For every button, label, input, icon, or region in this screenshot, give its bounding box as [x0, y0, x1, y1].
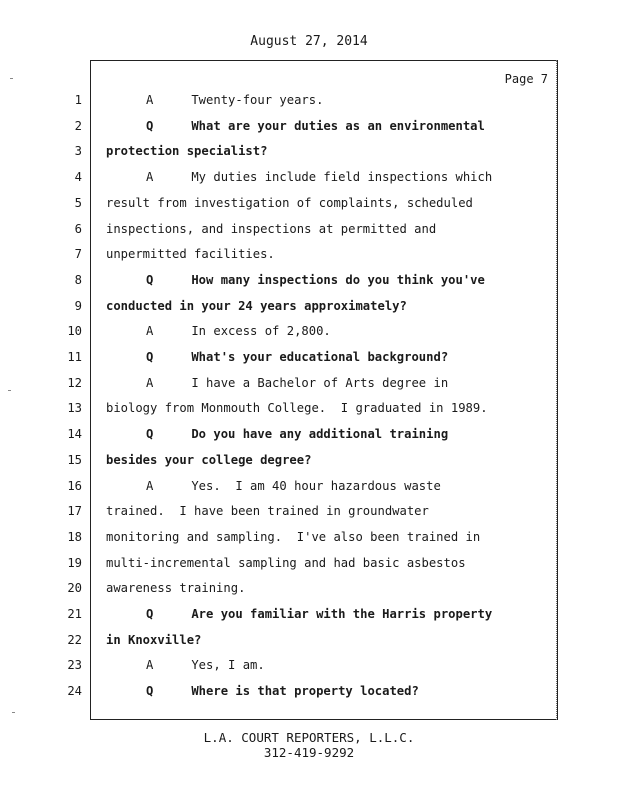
speaker-label: A: [146, 93, 154, 107]
continuation-line: [106, 448, 311, 474]
line-text: in Knoxville?: [106, 632, 202, 647]
scan-speck: [10, 78, 13, 79]
line-text: multi-incremental sampling and had basic asbestos: [106, 555, 466, 570]
transcript-line: [0, 139, 618, 165]
scan-speck: [12, 712, 15, 713]
transcript-line: [0, 88, 618, 114]
continuation-line: [106, 576, 245, 602]
line-text: inspections, and inspections at permitted and: [106, 221, 437, 236]
question-line: [146, 345, 448, 371]
line-text: Where is that property located?: [191, 684, 419, 699]
line-number: 2: [74, 118, 82, 133]
continuation-line: [106, 217, 436, 243]
transcript-line: [0, 396, 618, 422]
transcript-line: [0, 422, 618, 448]
line-number: 12: [67, 375, 82, 390]
continuation-line: [106, 294, 407, 320]
speaker-label: Q: [146, 684, 154, 699]
transcript-line: [0, 371, 618, 397]
continuation-line: [106, 139, 267, 165]
transcript-line: [0, 268, 618, 294]
line-number: 5: [74, 195, 82, 210]
line-number: 17: [67, 504, 82, 519]
transcript-line: [0, 551, 618, 577]
transcript-line: [0, 319, 618, 345]
speaker-label: A: [146, 478, 154, 493]
line-number: 23: [67, 658, 82, 673]
question-line: [146, 679, 419, 705]
continuation-line: [106, 525, 480, 551]
transcript-line: [0, 576, 618, 602]
line-number: 1: [74, 93, 82, 107]
line-text: What are your duties as an environmental: [191, 118, 485, 133]
answer-line: [146, 319, 331, 345]
line-number: 21: [67, 607, 82, 621]
answer-line: [146, 165, 492, 191]
line-text: besides your college degree?: [106, 452, 312, 467]
continuation-line: [106, 396, 488, 422]
line-number: 14: [67, 427, 82, 442]
court-reporter-name: L.A. COURT REPORTERS, L.L.C.: [203, 730, 415, 745]
answer-line: [146, 474, 441, 500]
line-number: 13: [67, 401, 82, 416]
line-text: trained. I have been trained in groundwater: [106, 504, 429, 519]
transcript-line: [0, 165, 618, 191]
page-footer: [0, 730, 618, 760]
line-text: biology from Monmouth College. I graduated in 1989.: [106, 401, 488, 416]
transcript-line: [0, 499, 618, 525]
question-line: [146, 602, 492, 628]
line-number: 15: [67, 452, 82, 467]
line-text: Are you familiar with the Harris property: [191, 607, 493, 621]
continuation-line: [106, 551, 466, 577]
line-text: monitoring and sampling. I've also been trained in: [106, 529, 481, 544]
answer-line: [146, 371, 448, 397]
line-text: How many inspections do you think you've: [191, 272, 485, 287]
line-text: In excess of 2,800.: [191, 324, 331, 339]
transcript-line: [0, 114, 618, 140]
line-text: result from investigation of complaints, scheduled: [106, 195, 473, 210]
transcript-line: [0, 242, 618, 268]
transcript-line: [0, 628, 618, 654]
line-number: 11: [67, 350, 82, 364]
continuation-line: [106, 499, 429, 525]
line-number: 4: [74, 170, 82, 185]
speaker-label: Q: [146, 427, 154, 442]
line-number: 7: [74, 247, 82, 262]
line-text: awareness training.: [106, 581, 246, 596]
line-text: What's your educational background?: [191, 350, 449, 364]
line-number: 19: [67, 555, 82, 570]
transcript-line: [0, 191, 618, 217]
line-text: My duties include field inspections which: [191, 170, 493, 185]
line-text: Twenty-four years.: [191, 93, 324, 107]
line-number: 9: [74, 298, 82, 313]
court-reporter-phone: 312-419-9292: [263, 745, 355, 760]
line-number: 10: [67, 324, 82, 339]
answer-line: [146, 88, 323, 114]
speaker-label: A: [146, 375, 154, 390]
transcript-line: [0, 217, 618, 243]
line-text: Yes. I am 40 hour hazardous waste: [191, 478, 441, 493]
transcript-line: [0, 653, 618, 679]
line-number: 22: [67, 632, 82, 647]
page-date-header: August 27, 2014: [250, 34, 368, 49]
speaker-label: A: [146, 658, 154, 673]
line-number: 6: [74, 221, 82, 236]
speaker-label: A: [146, 324, 154, 339]
transcript-line: [0, 602, 618, 628]
transcript-line: [0, 448, 618, 474]
answer-line: [146, 653, 265, 679]
scan-speck: [8, 390, 11, 391]
continuation-line: [106, 628, 201, 654]
line-number: 24: [67, 684, 82, 699]
transcript-line: [0, 294, 618, 320]
page-number-label: Page 7: [504, 72, 548, 86]
line-text: Yes, I am.: [191, 658, 265, 673]
transcript-line: [0, 679, 618, 705]
question-line: [146, 422, 448, 448]
line-number: 18: [67, 529, 82, 544]
transcript-line: [0, 525, 618, 551]
transcript-line: [0, 474, 618, 500]
transcript-line: [0, 345, 618, 371]
line-text: I have a Bachelor of Arts degree in: [191, 375, 449, 390]
line-text: unpermitted facilities.: [106, 247, 275, 262]
line-text: conducted in your 24 years approximately?: [106, 298, 407, 313]
line-text: Do you have any additional training: [191, 427, 449, 442]
line-number: 16: [67, 478, 82, 493]
line-number: 8: [74, 272, 82, 287]
speaker-label: Q: [146, 607, 154, 621]
speaker-label: Q: [146, 272, 154, 287]
continuation-line: [106, 242, 275, 268]
speaker-label: A: [146, 170, 154, 185]
question-line: [146, 268, 485, 294]
speaker-label: Q: [146, 118, 154, 133]
line-text: protection specialist?: [106, 144, 268, 159]
speaker-label: Q: [146, 350, 154, 364]
line-number: 3: [74, 144, 82, 159]
continuation-line: [106, 191, 473, 217]
line-number: 20: [67, 581, 82, 596]
question-line: [146, 114, 485, 140]
